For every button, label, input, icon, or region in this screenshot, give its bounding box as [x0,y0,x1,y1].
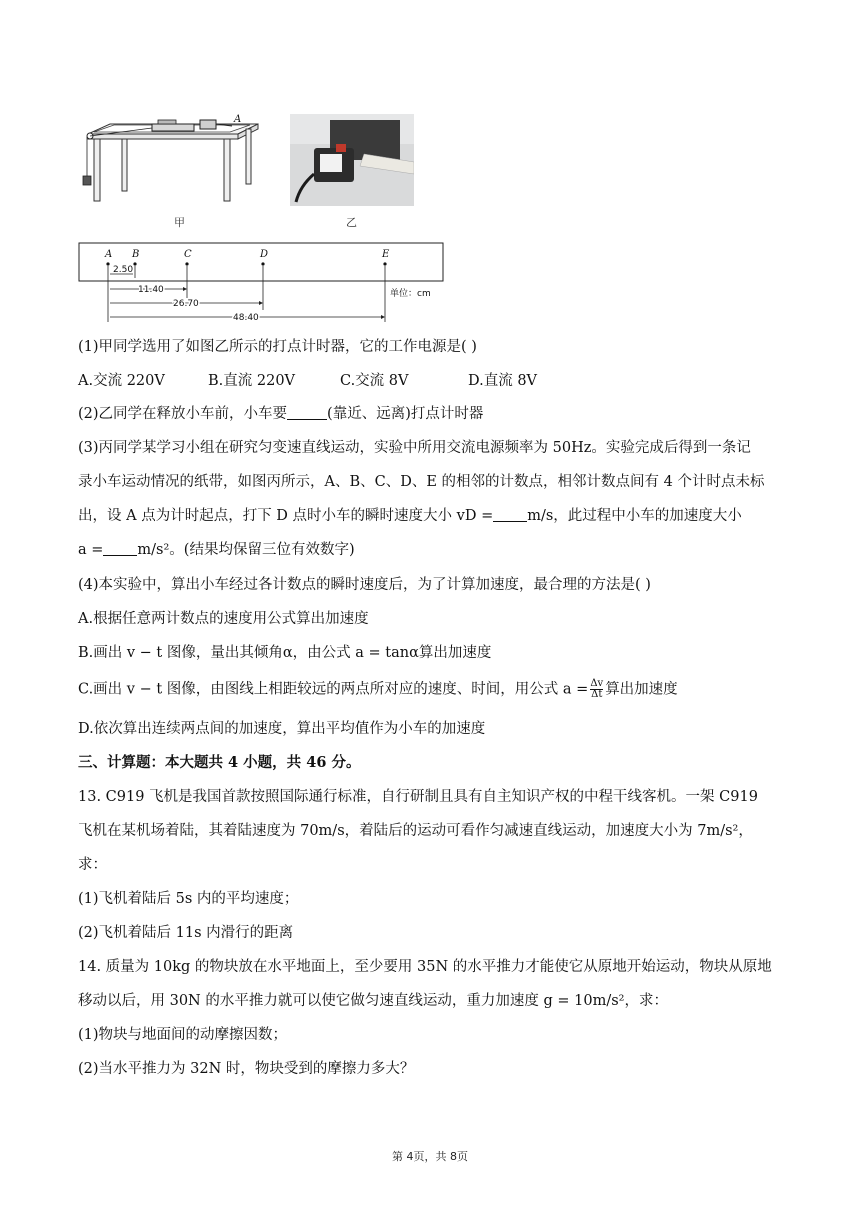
q12-part2: (2)乙同学在释放小车前，小车要 (靠近、远离)打点计时器 [78,406,484,422]
q12-part1-option-b: B.直流 220V [208,373,296,389]
figure-label-jia: 甲 [174,216,185,229]
q13-line1: 13. C919 飞机是我国首款按照国际通行标准，自行研制且具有自主知识产权的中程干线客机。一架 C919 [78,789,758,805]
q12-part1-option-c: C.交流 8V [340,373,409,389]
q13-line3: 求： [78,857,107,873]
tape-point-b: B [132,249,140,260]
tape-measure-ae: 48.40 [233,313,259,323]
tape-unit-label: 单位：cm [390,289,431,299]
q13-part1: (1)飞机着陆后 5s 内的平均速度； [78,891,299,907]
timer-photo [290,114,414,206]
paper-tape-figure [78,242,444,324]
tape-dot-c [185,262,188,265]
section-heading-calculation: 三、计算题：本大题共 4 小题，共 46 分。 [78,754,361,771]
tape-dot-b [133,262,136,265]
tape-point-a: A [105,249,113,260]
tape-measure-ab: 2.50 [113,265,134,275]
tape-measure-ac: 11.40 [138,285,164,295]
q12-part4: (4)本实验中，算出小车经过各计数点的瞬时速度后，为了计算加速度，最合理的方法是( ) [78,577,651,593]
apparatus-letter-a: A [234,114,242,125]
q14-part2: (2)当水平推力为 32N 时，物块受到的摩擦力多大？ [78,1061,415,1077]
tape-point-e: E [382,249,390,260]
tape-measure-ad: 26.70 [173,299,199,309]
answer-blank-a[interactable] [103,541,137,556]
q13-line2: 飞机在某机场着陆，其着陆速度为 70m/s，着陆后的运动可看作匀减速直线运动，加速度大小为 7m/s²， [78,823,753,839]
q12-part3-line1: (3)丙同学某学习小组在研究匀变速直线运动，实验中所用交流电源频率为 50Hz。实验完成后得到一条记 [78,440,751,456]
delta-v-over-delta-t: $\frac{\Delta v}{\Delta t}$ [590,678,604,700]
answer-blank-1[interactable] [287,405,327,420]
tape-point-d: D [260,249,269,260]
page-footer: 第 4页，共 8页 [392,1150,468,1163]
figure-label-yi: 乙 [346,216,357,229]
q12-part1: (1)甲同学选用了如图乙所示的打点计时器，它的工作电源是( ) [78,339,477,355]
q12-part4-option-c: C.画出 v − t 图像，由图线上相距较远的两点所对应的速度、时间，用公式 a = $\frac{\Delta v}{\Delta t}$ 算出加速度 [78,678,678,700]
q14-line1: 14. 质量为 10kg 的物块放在水平地面上，至少要用 35N 的水平推力才能使它从原地开始运动，物块从原地 [78,959,772,975]
q12-part4-option-d: D.依次算出连续两点间的加速度，算出平均值作为小车的加速度 [78,721,486,737]
q12-part3-line3: 出，设 A 点为计时起点，打下 D 点时小车的瞬时速度大小 vD = m/s，此过程中小车的加速度大小 [78,508,742,524]
apparatus-figure [74,112,264,212]
q12-part1-option-a: A.交流 220V [78,373,165,389]
tape-dot-a [106,262,109,265]
q12-part3-line2: 录小车运动情况的纸带，如图丙所示，A、B、C、D、E 的相邻的计数点，相邻计数点间有 4 个计时点未标 [78,474,765,490]
tape-dot-d [261,262,264,265]
q14-line2: 移动以后，用 30N 的水平推力就可以使它做匀速直线运动，重力加速度 g = 10m/s²，求： [78,993,668,1009]
q12-part1-option-d: D.直流 8V [468,373,538,389]
q14-part1: (1)物块与地面间的动摩擦因数； [78,1027,288,1043]
tape-dot-e [383,262,386,265]
answer-blank-vd[interactable] [493,507,527,522]
tape-point-c: C [184,249,192,260]
q12-part4-option-a: A.根据任意两计数点的速度用公式算出加速度 [78,611,369,627]
q12-part4-option-b: B.画出 v − t 图像，量出其倾角α，由公式 a = tanα算出加速度 [78,645,492,661]
q13-part2: (2)飞机着陆后 11s 内滑行的距离 [78,925,294,941]
q12-part3-line4: a = m/s²。(结果均保留三位有效数字) [78,542,355,558]
